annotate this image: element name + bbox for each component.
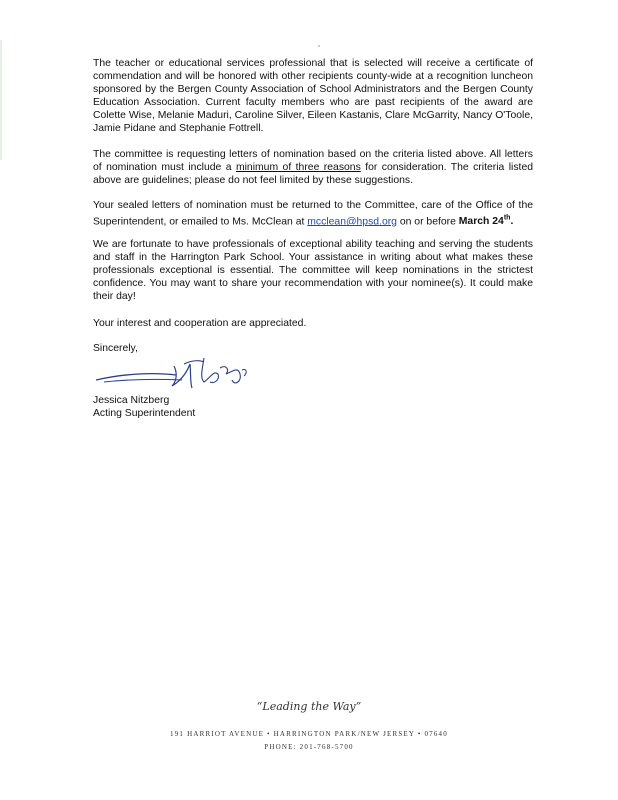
deadline-date: March 24 bbox=[458, 216, 504, 228]
p3-text-b: on or before bbox=[396, 216, 459, 228]
signer-title: Acting Superintendent bbox=[93, 408, 196, 419]
paragraph-return-instructions bbox=[93, 199, 533, 228]
paragraph-award bbox=[93, 57, 533, 135]
handwritten-signature bbox=[92, 352, 252, 394]
scan-edge-mark bbox=[0, 40, 2, 160]
paragraph-appreciation-text: We are fortunate to have professionals of exceptional ability teaching and serving the students and staff in the Harrington Park School. Your assistance in writing about what makes these professionals exceptional is essential. The committee will keep nominations in the strictest confidence. You may want to share your recommendation with your nominee(s). It could make their day! bbox=[93, 239, 533, 302]
p3-text-a: Your sealed letters of nomination must be returned to the Committee, care of the Office of the Superintendent, or emailed to Ms. McClean at bbox=[93, 200, 533, 228]
signer-name: Jessica Nitzberg bbox=[93, 395, 170, 406]
paragraph-thanks-text: Your interest and cooperation are appreciated. bbox=[93, 318, 307, 329]
email-link[interactable]: mcclean@hpsd.org bbox=[307, 216, 397, 228]
p2-text-b: for consideration. The criteria listed above are guidelines; please do not feel limited by these suggestions. bbox=[93, 162, 533, 186]
paragraph-appreciation bbox=[93, 238, 533, 303]
footer-address: 191 HARRIOT AVENUE • HARRINGTON PARK/NEW JERSEY • 07640 bbox=[170, 730, 448, 738]
paragraph-award-text: The teacher or educational services professional that is selected will receive a certificate of commendation and will be honored with other recipients county-wide at a recognition luncheon sponsored by the Bergen County Association of School Administrators and the Bergen County Education Association. Current faculty members who are past recipients of the award are Colette Wise, Melanie Maduri, Caroline Silver, Eileen Kastanis, Clare McGarrity, Nancy O'Toole, Jamie Pidane and Stephanie Fottrell. bbox=[93, 58, 533, 134]
closing-text: Sincerely, bbox=[93, 343, 138, 354]
p2-text-a: The committee is requesting letters of nomination based on the criteria listed above. All letters of nomination must include a bbox=[93, 149, 533, 173]
footer-phone: PHONE: 201-768-5700 bbox=[264, 743, 354, 751]
paragraph-thanks bbox=[93, 317, 533, 330]
paragraph-nomination-request bbox=[93, 148, 533, 187]
deadline-suffix: th bbox=[503, 215, 511, 222]
deadline-period: . bbox=[510, 216, 514, 228]
scan-dot bbox=[318, 45, 320, 47]
p2-underlined-text: minimum of three reasons bbox=[235, 162, 361, 173]
footer-motto: “Leading the Way” bbox=[256, 700, 362, 713]
